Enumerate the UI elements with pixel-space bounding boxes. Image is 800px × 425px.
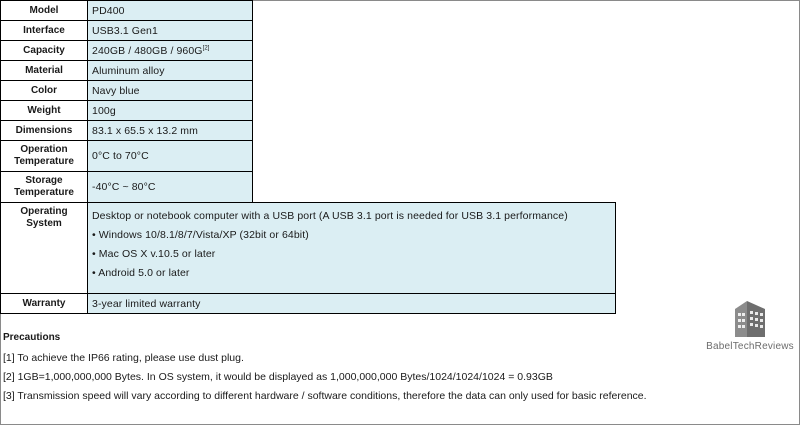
spec-value: Navy blue bbox=[88, 81, 253, 101]
os-line: • Windows 10/8.1/8/7/Vista/XP (32bit or 64bit) bbox=[92, 229, 309, 241]
os-line: • Mac OS X v.10.5 or later bbox=[92, 248, 216, 260]
precaution-note: [1] To achieve the IP66 rating, please use dust plug. bbox=[3, 352, 244, 364]
watermark-logo bbox=[700, 297, 800, 357]
spec-label bbox=[1, 172, 88, 203]
label-line: System bbox=[26, 218, 62, 229]
os-line: Desktop or notebook computer with a USB port (A USB 3.1 port is needed for USB 3.1 performance) bbox=[92, 210, 568, 222]
building-logo-icon bbox=[730, 297, 770, 337]
spec-label: Interface bbox=[1, 21, 88, 41]
precaution-note: [3] Transmission speed will vary according to different hardware / software conditions, therefore the data can only used for basic reference. bbox=[3, 390, 647, 402]
capacity-text: 240GB / 480GB / 960G bbox=[92, 44, 203, 57]
spec-table bbox=[0, 0, 253, 203]
label-line: Operation bbox=[20, 144, 68, 155]
spec-value: USB3.1 Gen1 bbox=[88, 21, 253, 41]
spec-label: Weight bbox=[1, 101, 88, 121]
watermark-text: BabelTechReviews bbox=[706, 341, 794, 352]
table-row bbox=[1, 21, 253, 41]
spec-label: Color bbox=[1, 81, 88, 101]
table-row bbox=[1, 41, 253, 61]
spec-label: Dimensions bbox=[1, 121, 88, 141]
table-row bbox=[1, 294, 616, 314]
table-row bbox=[1, 172, 253, 203]
spec-label bbox=[1, 203, 88, 294]
spec-value: 3-year limited warranty bbox=[88, 294, 616, 314]
table-row bbox=[1, 141, 253, 172]
spec-value: 83.1 x 65.5 x 13.2 mm bbox=[88, 121, 253, 141]
table-row bbox=[1, 203, 616, 294]
os-line: • Android 5.0 or later bbox=[92, 267, 190, 279]
spec-value: PD400 bbox=[88, 1, 253, 21]
spec-label: Capacity bbox=[1, 41, 88, 61]
precaution-note: [2] 1GB=1,000,000,000 Bytes. In OS system, it would be displayed as 1,000,000,000 Bytes/1024/1024/1024 = 0.93GB bbox=[3, 371, 553, 383]
os-table bbox=[0, 202, 616, 314]
label-line: Storage bbox=[25, 175, 63, 186]
table-row bbox=[1, 121, 253, 141]
label-line: Temperature bbox=[14, 156, 74, 167]
spec-label: Model bbox=[1, 1, 88, 21]
spec-value: 100g bbox=[88, 101, 253, 121]
label-line: Operating bbox=[20, 206, 68, 217]
table-row bbox=[1, 1, 253, 21]
footnote-ref: [2] bbox=[202, 45, 210, 51]
spec-value: -40°C ~ 80°C bbox=[88, 172, 253, 203]
precautions-section bbox=[3, 332, 647, 406]
precautions-title: Precautions bbox=[3, 332, 61, 343]
spec-value: Aluminum alloy bbox=[88, 61, 253, 81]
spec-value bbox=[88, 41, 253, 61]
spec-value: 0°C to 70°C bbox=[88, 141, 253, 172]
os-value bbox=[88, 203, 616, 294]
spec-label bbox=[1, 141, 88, 172]
table-row bbox=[1, 61, 253, 81]
table-row bbox=[1, 101, 253, 121]
label-line: Temperature bbox=[14, 187, 74, 198]
spec-label: Material bbox=[1, 61, 88, 81]
spec-label: Warranty bbox=[1, 294, 88, 314]
table-row bbox=[1, 81, 253, 101]
